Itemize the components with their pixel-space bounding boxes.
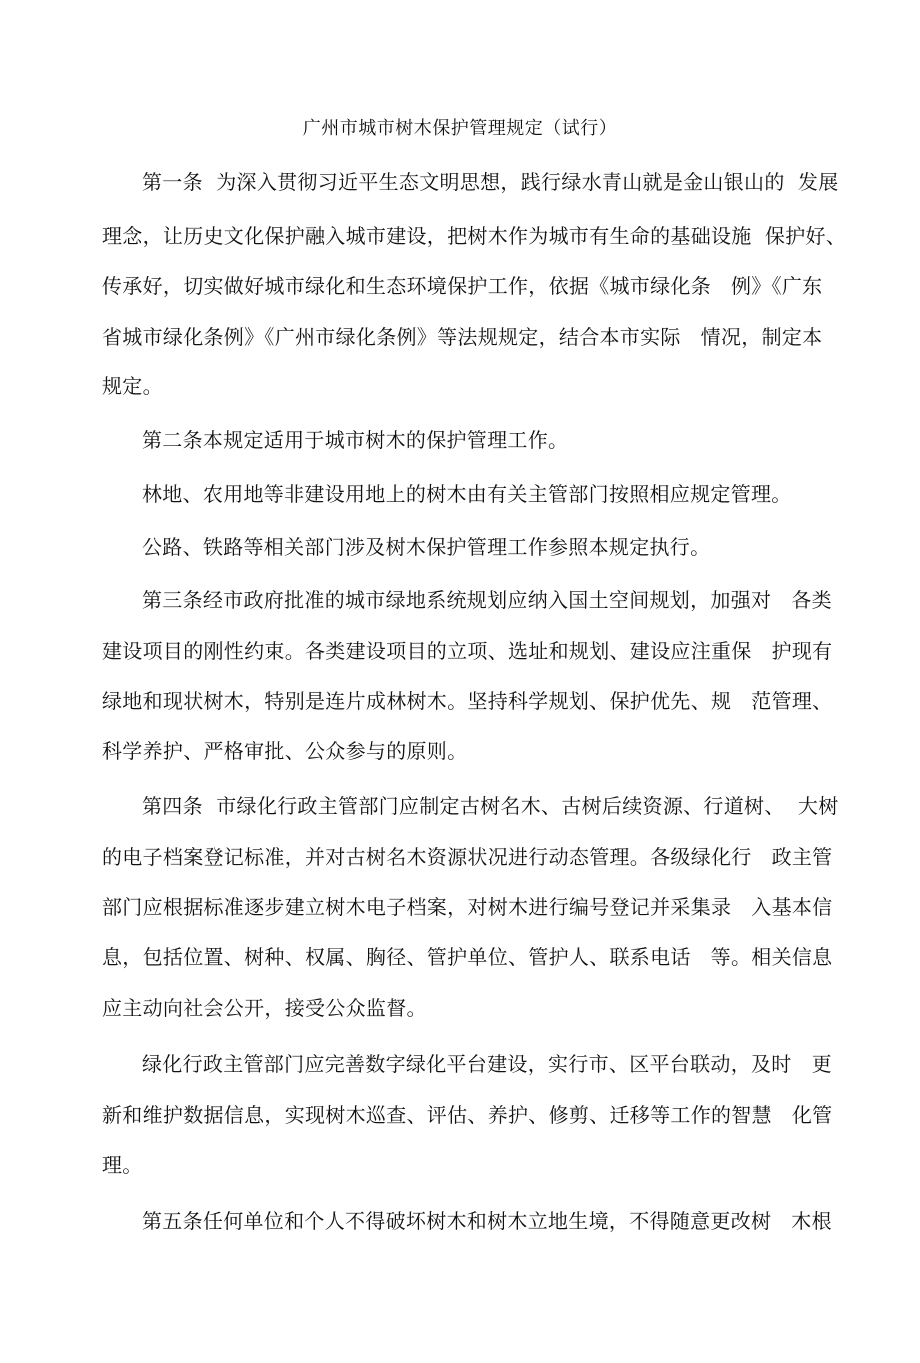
paragraph-article-4-clause-2-line-1: 绿化行政主管部门应完善数字绿化平台建设，实行市、区平台联动，及时 更 [142,1052,832,1076]
document-title: 广州市城市树木保护管理规定（试行） [302,118,618,139]
paragraph-article-3-line-3: 绿地和现状树木，特别是连片成林树木。坚持科学规划、保护优先、规 范管理、 [102,689,833,713]
paragraph-article-3-line-4: 科学养护、严格审批、公众参与的原则。 [102,739,468,763]
paragraph-article-3-line-2: 建设项目的刚性约束。各类建设项目的立项、选址和规划、建设应注重保 护现有 [102,639,833,663]
paragraph-article-4-line-5: 应主动向社会公开，接受公众监督。 [102,996,427,1020]
paragraph-article-1-line-4: 省城市绿化条例》《广州市绿化条例》等法规规定，结合本市实际 情况，制定本 [102,325,823,349]
paragraph-article-1-line-1: 第一条 为深入贯彻习近平生态文明思想，践行绿水青山就是金山银山的 发展 [142,170,839,194]
paragraph-article-2-clause-3: 公路、铁路等相关部门涉及树木保护管理工作参照本规定执行。 [142,535,711,559]
paragraph-article-5-line-1: 第五条任何单位和个人不得破坏树木和树木立地生境，不得随意更改树 木根 [142,1209,832,1233]
paragraph-article-4-clause-2-line-2: 新和维护数据信息，实现树木巡查、评估、养护、修剪、迁移等工作的智慧 化管 [102,1103,833,1127]
paragraph-article-1-line-2: 理念，让历史文化保护融入城市建设，把树木作为城市有生命的基础设施 保护好、 [102,224,847,248]
paragraph-article-4-line-2: 的电子档案登记标准，并对古树名木资源状况进行动态管理。各级绿化行 政主管 [102,845,833,869]
paragraph-article-4-line-4: 息，包括位置、树种、权属、胸径、管护单位、管护人、联系电话 等。相关信息 [102,945,833,969]
paragraph-article-4-line-1: 第四条 市绿化行政主管部门应制定古树名木、古树后续资源、行道树、 大树 [142,794,839,818]
paragraph-article-4-clause-2-line-3: 理。 [102,1153,143,1177]
paragraph-article-3-line-1: 第三条经市政府批准的城市绿地系统规划应纳入国土空间规划，加强对 各类 [142,588,832,612]
paragraph-article-1-line-5: 规定。 [102,374,163,398]
paragraph-article-2-clause-2: 林地、农用地等非建设用地上的树木由有关主管部门按照相应规定管理。 [142,482,792,506]
paragraph-article-1-line-3: 传承好，切实做好城市绿化和生态环境保护工作，依据《城市绿化条 例》《广东 [102,274,823,298]
paragraph-article-2: 第二条本规定适用于城市树木的保护管理工作。 [142,428,569,452]
paragraph-article-4-line-3: 部门应根据标准逐步建立树木电子档案，对树木进行编号登记并采集录 入基本信 [102,895,833,919]
